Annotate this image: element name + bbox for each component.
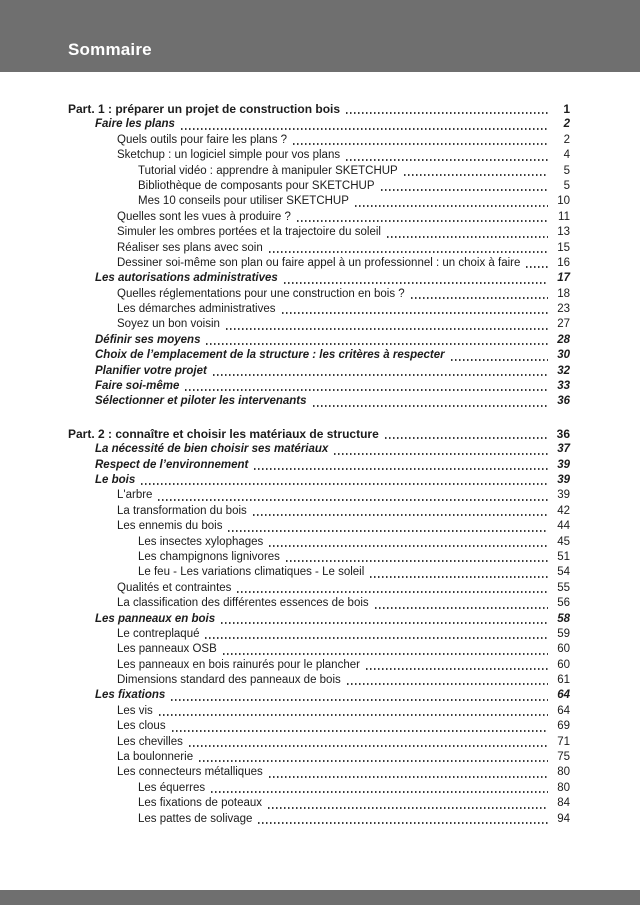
toc-entry-label: Les connecteurs métalliques <box>117 766 263 779</box>
toc-entry-label: Définir ses moyens <box>95 333 201 346</box>
dotted-leader <box>346 112 548 114</box>
toc-entry-label: La boulonnerie <box>117 751 194 764</box>
toc-entry-page: 4 <box>563 149 570 162</box>
toc-entry-label: Sketchup : un logiciel simple pour vos plans <box>117 149 341 162</box>
toc-entry-page: 60 <box>557 643 570 656</box>
toc-entry-label: Bibliothèque de composants pour SKETCHUP <box>138 179 375 192</box>
toc-entry-page: 51 <box>557 550 570 563</box>
toc-entry[interactable] <box>68 473 570 488</box>
toc-entry-label: Les pattes de solivage <box>138 812 253 825</box>
toc-entry[interactable] <box>68 735 570 750</box>
toc-entry[interactable] <box>68 256 570 271</box>
toc-entry-page: 5 <box>563 179 570 192</box>
toc-entry[interactable] <box>68 348 570 363</box>
toc-entry-label: Les panneaux en bois rainurés pour le plancher <box>117 658 360 671</box>
toc-entry-label: Les insectes xylophages <box>138 535 264 548</box>
toc-entry-page: 36 <box>556 426 570 441</box>
toc-entry-page: 42 <box>557 504 570 517</box>
dotted-leader <box>286 560 548 562</box>
toc-entry[interactable] <box>68 302 570 317</box>
header-bar <box>0 0 640 72</box>
dotted-leader <box>269 251 548 253</box>
toc-entry[interactable] <box>68 379 570 394</box>
toc-entry[interactable] <box>68 658 570 673</box>
toc-entry-page: 55 <box>557 581 570 594</box>
toc-entry-page: 54 <box>557 566 570 579</box>
toc-entry-page: 5 <box>563 164 570 177</box>
toc-entry-label: Les panneaux en bois <box>95 612 216 625</box>
toc-entry-label: Réaliser ses plans avec soin <box>117 241 263 254</box>
toc-entry-page: 58 <box>557 612 570 625</box>
toc-entry-label: Quelles sont les vues à produire ? <box>117 210 291 223</box>
toc-entry-page: 37 <box>557 443 570 456</box>
dotted-leader <box>213 374 548 376</box>
toc-entry[interactable] <box>68 673 570 688</box>
dotted-leader <box>387 236 548 238</box>
dotted-leader <box>269 545 548 547</box>
toc-entry-page: 64 <box>557 689 570 702</box>
dotted-leader <box>268 807 548 809</box>
toc-entry-label: Les clous <box>117 720 166 733</box>
dotted-leader <box>313 405 548 407</box>
dotted-leader <box>375 607 548 609</box>
toc-entry-page: 32 <box>557 364 570 377</box>
toc-entry-page: 15 <box>557 241 570 254</box>
toc-entry-label: Quelles réglementations pour une construction en bois ? <box>117 287 405 300</box>
toc-entry-label: L'arbre <box>117 489 153 502</box>
dotted-leader <box>189 745 548 747</box>
dotted-leader <box>141 483 548 485</box>
toc-entry-label: Les champignons lignivores <box>138 550 280 563</box>
dotted-leader <box>258 822 548 824</box>
toc-entry-page: 2 <box>563 133 570 146</box>
dotted-leader <box>181 128 548 130</box>
dotted-leader <box>226 328 548 330</box>
dotted-leader <box>297 220 548 222</box>
toc-entry[interactable] <box>68 333 570 348</box>
dotted-leader <box>158 499 548 501</box>
toc-entry[interactable] <box>68 550 570 565</box>
toc-entry-label: Simuler les ombres portées et la trajectoire du soleil <box>117 226 381 239</box>
dotted-leader <box>206 343 548 345</box>
toc-entry-page: 39 <box>557 458 570 471</box>
toc-entry[interactable] <box>68 225 570 240</box>
toc-entry-label: La classification des différentes essences de bois <box>117 597 369 610</box>
dotted-leader <box>172 730 548 732</box>
page-title: Sommaire <box>68 40 152 59</box>
dotted-leader <box>451 359 548 361</box>
toc-entry[interactable] <box>68 488 570 503</box>
toc-entry[interactable] <box>68 581 570 596</box>
toc-entry[interactable] <box>68 719 570 734</box>
toc-entry-page: 44 <box>557 520 570 533</box>
toc-entry-page: 30 <box>557 349 570 362</box>
toc-entry-label: Le feu - Les variations climatiques - Le soleil <box>138 566 365 579</box>
toc-entry-label: Tutorial vidéo : apprendre à manipuler SKETCHUP <box>138 164 398 177</box>
toc-entry-page: 56 <box>557 597 570 610</box>
dotted-leader <box>171 699 548 701</box>
toc-entry-page: 80 <box>557 766 570 779</box>
toc-entry-label: Choix de l’emplacement de la structure : les critères à respecter <box>95 349 445 362</box>
toc-entry-page: 28 <box>557 333 570 346</box>
toc-entry-label: Faire les plans <box>95 118 175 131</box>
toc-entry-label: La nécessité de bien choisir ses matériaux <box>95 443 329 456</box>
toc-entry[interactable] <box>68 596 570 611</box>
toc-entry-page: 71 <box>557 735 570 748</box>
toc-entry-label: Le contreplaqué <box>117 627 200 640</box>
footer-bar <box>0 890 640 905</box>
toc-entry[interactable] <box>68 627 570 642</box>
toc-entry-page: 84 <box>557 797 570 810</box>
toc-entry-page: 16 <box>557 256 570 269</box>
toc-entry-page: 39 <box>557 489 570 502</box>
toc-entry-label: Faire soi-même <box>95 380 180 393</box>
dotted-leader <box>404 174 548 176</box>
toc-entry-page: 11 <box>558 210 570 223</box>
dotted-leader <box>205 637 548 639</box>
dotted-leader <box>284 282 548 284</box>
toc-entry-page: 69 <box>557 720 570 733</box>
toc-entry-page: 39 <box>557 473 570 486</box>
toc-entry[interactable] <box>68 642 570 657</box>
toc-entry-label: Les panneaux OSB <box>117 643 217 656</box>
toc-entry[interactable] <box>68 394 570 409</box>
toc-entry[interactable] <box>68 796 570 811</box>
toc-entry-label: Les démarches administratives <box>117 303 276 316</box>
toc-part-entry[interactable] <box>68 427 570 442</box>
toc-list <box>68 102 570 827</box>
toc-entry[interactable] <box>68 565 570 580</box>
toc-part-entry[interactable] <box>68 102 570 117</box>
dotted-leader <box>237 591 548 593</box>
toc-entry-page: 2 <box>563 118 570 131</box>
toc-entry-page: 27 <box>557 318 570 331</box>
toc-entry-label: Planifier votre projet <box>95 364 207 377</box>
dotted-leader <box>346 159 548 161</box>
dotted-leader <box>411 297 548 299</box>
toc-entry-page: 60 <box>557 658 570 671</box>
dotted-leader <box>381 189 548 191</box>
toc-entry-page: 94 <box>557 812 570 825</box>
dotted-leader <box>221 622 548 624</box>
toc-entry-label: Part. 1 : préparer un projet de construction bois <box>68 102 341 116</box>
toc-entry-page: 45 <box>557 535 570 548</box>
toc-entry-label: La transformation du bois <box>117 504 247 517</box>
toc-entry[interactable] <box>68 812 570 827</box>
toc-entry[interactable] <box>68 133 570 148</box>
dotted-leader <box>293 143 548 145</box>
toc-entry[interactable] <box>68 164 570 179</box>
dotted-leader <box>185 389 548 391</box>
toc-entry[interactable] <box>68 535 570 550</box>
toc-entry[interactable] <box>68 241 570 256</box>
toc-entry[interactable] <box>68 781 570 796</box>
toc-entry[interactable] <box>68 612 570 627</box>
toc-entry-label: Qualités et contraintes <box>117 581 232 594</box>
toc-entry[interactable] <box>68 117 570 132</box>
toc-entry[interactable] <box>68 179 570 194</box>
dotted-leader <box>334 453 548 455</box>
toc-entry-label: Dessiner soi-même son plan ou faire appel à un professionnel : un choix à faire <box>117 256 521 269</box>
toc-entry-page: 75 <box>557 751 570 764</box>
dotted-leader <box>269 776 548 778</box>
toc-entry[interactable] <box>68 442 570 457</box>
toc-entry[interactable] <box>68 504 570 519</box>
toc-entry-page: 59 <box>557 627 570 640</box>
dotted-leader <box>228 530 548 532</box>
toc-entry-page: 10 <box>557 195 570 208</box>
toc-entry[interactable] <box>68 287 570 302</box>
toc-entry-page: 64 <box>557 704 570 717</box>
toc-entry-label: Les vis <box>117 704 153 717</box>
toc-entry-label: Le bois <box>95 473 136 486</box>
toc-entry-page: 17 <box>557 272 570 285</box>
toc-entry[interactable] <box>68 148 570 163</box>
dotted-leader <box>370 576 548 578</box>
toc-entry[interactable] <box>68 210 570 225</box>
toc-entry-page: 18 <box>557 287 570 300</box>
toc-entry[interactable] <box>68 688 570 703</box>
toc-entry-page: 61 <box>557 674 570 687</box>
toc-entry-label: Les équerres <box>138 781 206 794</box>
toc-entry-page: 80 <box>557 781 570 794</box>
dotted-leader <box>159 714 548 716</box>
toc-entry[interactable] <box>68 458 570 473</box>
toc-entry[interactable] <box>68 271 570 286</box>
toc-entry-page: 1 <box>563 102 570 116</box>
toc-entry[interactable] <box>68 704 570 719</box>
toc-entry-page: 13 <box>557 226 570 239</box>
dotted-leader <box>211 791 548 793</box>
toc-entry-label: Les fixations <box>95 689 166 702</box>
toc-entry-label: Dimensions standard des panneaux de bois <box>117 674 341 687</box>
toc-entry-label: Mes 10 conseils pour utiliser SKETCHUP <box>138 195 349 208</box>
dotted-leader <box>355 205 548 207</box>
dotted-leader <box>385 437 548 439</box>
toc-entry[interactable] <box>68 519 570 534</box>
toc-entry-page: 33 <box>557 380 570 393</box>
toc-entry[interactable] <box>68 194 570 209</box>
dotted-leader <box>347 683 548 685</box>
dotted-leader <box>282 312 548 314</box>
toc-entry[interactable] <box>68 317 570 332</box>
dotted-leader <box>199 760 548 762</box>
toc-entry-label: Les autorisations administratives <box>95 272 278 285</box>
toc-entry-label: Quels outils pour faire les plans ? <box>117 133 288 146</box>
toc-entry[interactable] <box>68 750 570 765</box>
toc-entry-page: 23 <box>557 303 570 316</box>
dotted-leader <box>526 266 548 268</box>
toc-entry-label: Les fixations de poteaux <box>138 797 263 810</box>
toc-entry-label: Respect de l’environnement <box>95 458 249 471</box>
dotted-leader <box>254 468 548 470</box>
toc-entry-page: 36 <box>557 395 570 408</box>
toc-entry-label: Les chevilles <box>117 735 183 748</box>
dotted-leader <box>366 668 548 670</box>
toc-entry-label: Part. 2 : connaître et choisir les matériaux de structure <box>68 426 379 441</box>
toc-entry[interactable] <box>68 765 570 780</box>
toc-entry[interactable] <box>68 364 570 379</box>
dotted-leader <box>253 514 548 516</box>
toc-entry-label: Soyez un bon voisin <box>117 318 220 331</box>
dotted-leader <box>223 653 548 655</box>
toc-entry-label: Sélectionner et piloter les intervenants <box>95 395 307 408</box>
toc-entry-label: Les ennemis du bois <box>117 520 223 533</box>
